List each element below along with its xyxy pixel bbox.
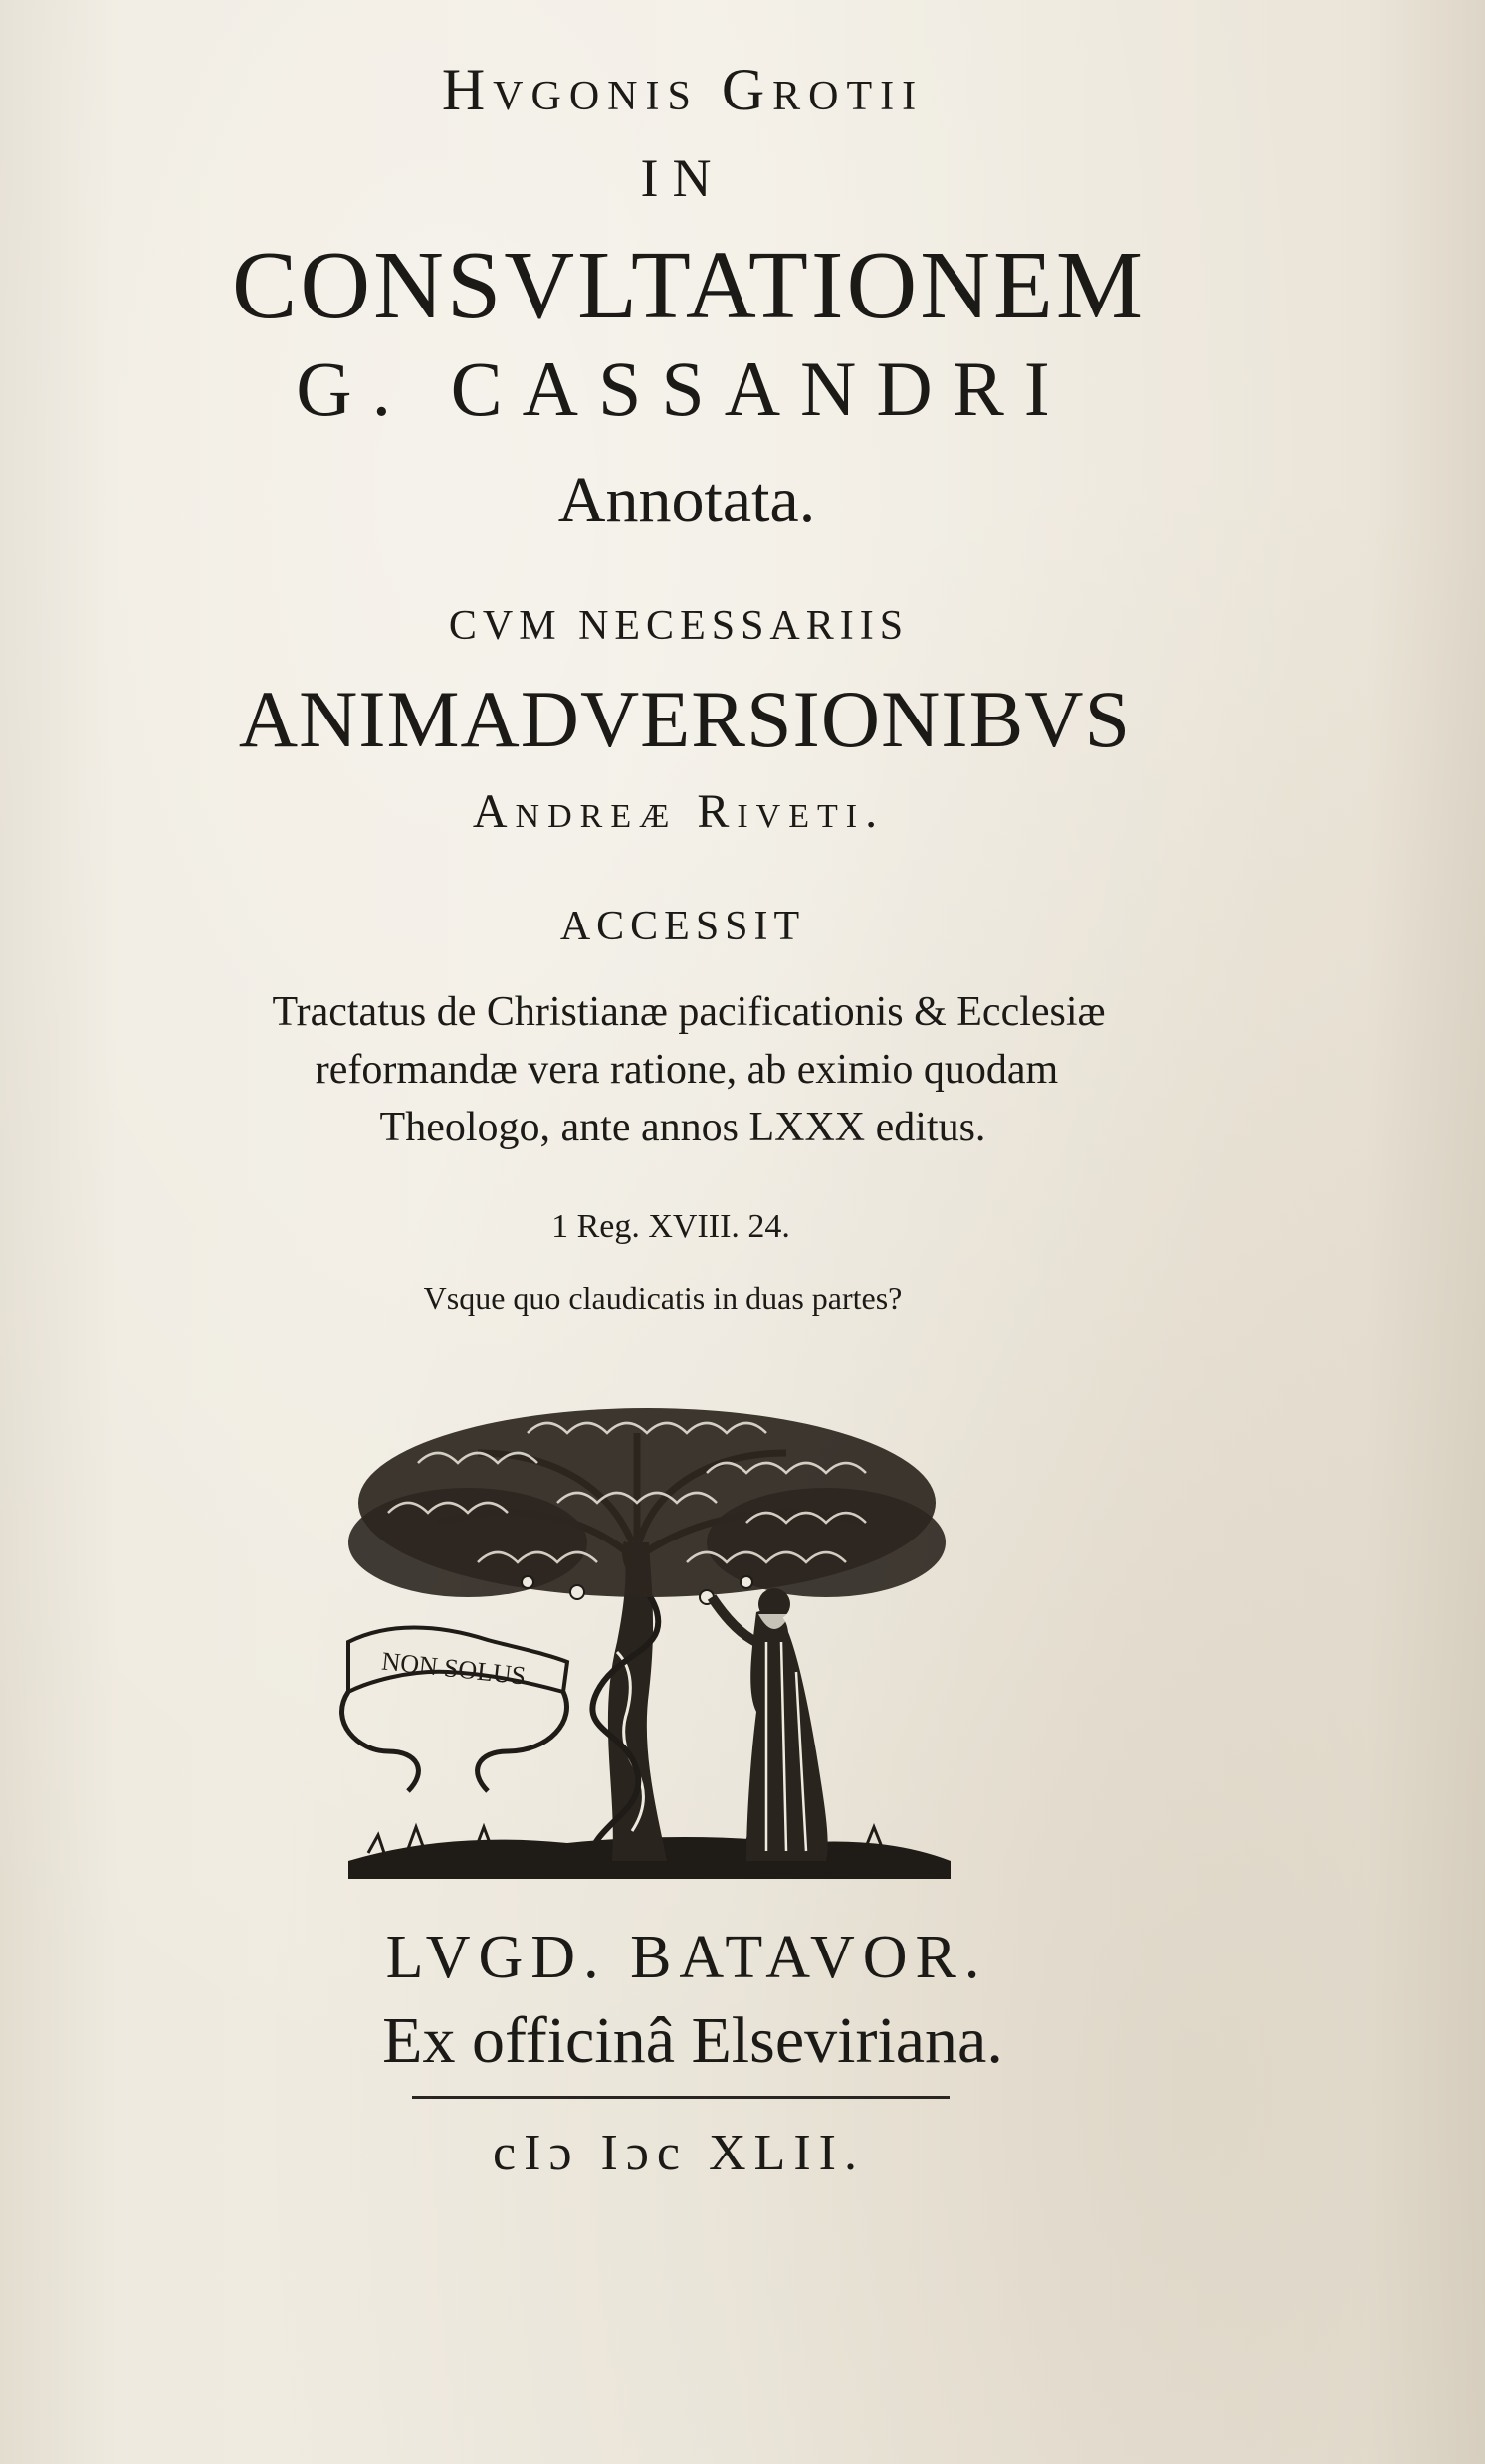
imprint-rule [412, 2096, 950, 2099]
preposition-line: IN [640, 148, 726, 208]
quote-line: Vsque quo claudicatis in duas partes? [423, 1280, 903, 1316]
citation-line: 1 Reg. XVIII. 24. [551, 1208, 790, 1245]
work-title: CONSVLTATIONEM [231, 232, 1147, 339]
imprint-place: LVGD. BATAVOR. [385, 1924, 988, 1991]
animadversions-line: ANIMADVERSIONIBVS [238, 674, 1132, 764]
tract-line-1: Tractatus de Christianæ pacificationis & Ecclesiæ [272, 989, 1106, 1035]
descriptor-line: Annotata. [557, 464, 816, 536]
imprint-office: Ex officinâ Elseviriana. [382, 2004, 1003, 2077]
printer-device-woodcut [328, 1393, 965, 1891]
with-line: CVM NECESSARIIS [448, 603, 910, 649]
accessit-line: ACCESSIT [559, 904, 806, 949]
device-banner-text: NON SOLUS [380, 1646, 528, 1691]
tract-line-2: reformandæ vera ratione, ab eximio quodam [315, 1047, 1059, 1093]
rivet-line: Andreæ Riveti. [472, 785, 886, 838]
imprint-date: cIɔ Iɔc XLII. [493, 2125, 865, 2181]
tract-line-3: Theologo, ante annos LXXX editus. [379, 1105, 986, 1150]
tree-and-hermit-woodcut [328, 1393, 965, 1891]
person-line: G. CASSANDRI [296, 345, 1070, 432]
author-line: Hvgonis Grotii [441, 57, 925, 122]
